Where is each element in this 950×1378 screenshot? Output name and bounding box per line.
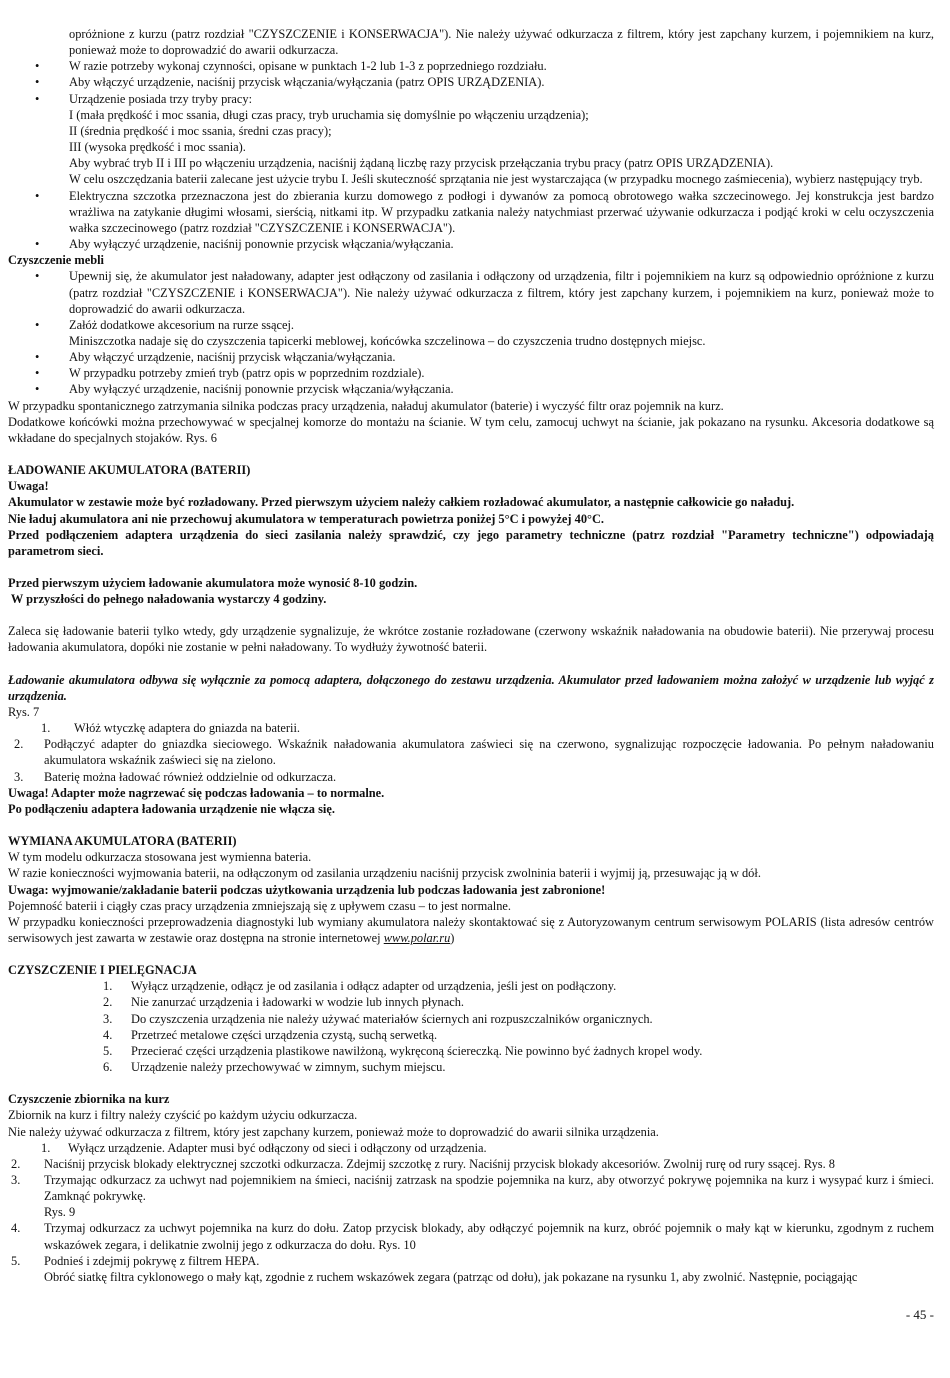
bullet-icon: • [35,188,40,203]
list-item [8,1043,934,1059]
mode-line: Aby wybrać tryb II i III po włączeniu urządzenia, naciśnij żądaną liczbę razy przycisk przełączania trybu pracy (patrz OPIS URZĄDZENIA). [69,156,774,171]
spacer [8,946,934,962]
list-item [8,381,934,397]
list-item-text: Wyłącz urządzenie, odłącz je od zasilania i odłącz adapter od urządzenia, jeśli jest on podłączony. [131,979,617,994]
list-item [8,736,934,768]
list-item-text: Upewnij się, że akumulator jest naładowany, adapter jest odłączony od zasilania i odłączony od urządzenia, filtr i pojemnikiem na kurz są odpowiednio opróżnione z kurzu (patrz rozdział "CZYSZCZENIE i KONSERWACJA"). Nie należy używać odkurzacza z filtrem, który jest zapchany kurzem, i pojemnikiem na kurz, ponieważ może to doprowadzić do awarii odkurzacza. [69,269,934,316]
step-number: 6. [103,1060,113,1075]
warning-text: Nie ładuj akumulatora ani nie przechowuj akumulatora w temperaturach powietrza poniżej 5°C i powyżej 40°C. [8,511,605,526]
bullet-icon: • [35,59,40,74]
list-item-text: Do czyszczenia urządzenia nie należy używać materiałów ściernych ani rozpuszczalników organicznych. [131,1011,653,1026]
page-number: - 45 - [905,1307,934,1322]
list-item [8,1140,934,1156]
mode-line: W celu oszczędzania baterii zalecane jest użycie trybu I. Jeśli skuteczność sprzątania nie jest wystarczająca (w przypadku mocnego zaśmiecenia), wybierz następujący tryb. [69,172,923,187]
list-item [8,236,934,252]
step-number: 3. [103,1011,113,1026]
list-item [8,365,934,381]
list-item [8,978,934,994]
warning-text: Przed podłączeniem adaptera urządzenia do sieci zasilania należy sprawdzić, czy jego parametry techniczne (patrz rozdział "Parametry techniczne") odpowiadają parametrom sieci. [8,527,934,558]
list-item [8,720,934,736]
paragraph-text: ) [450,930,455,945]
list-item [8,1253,934,1285]
list-item [8,74,934,90]
spacer [8,607,934,623]
section-heading: ŁADOWANIE AKUMULATORA (BATERII) [8,463,251,478]
paragraph: opróżnione z kurzu (patrz rozdział "CZYSZCZENIE i KONSERWACJA"). Nie należy używać odkurzacza z filtrem, który jest zapchany kurzem, i pojemnikiem na kurz, ponieważ może to doprowadzić do awarii odkurzacza. [69,27,934,58]
step-number: 2. [14,737,24,752]
list-item-text: Baterię można ładować również oddzielnie od odkurzacza. [44,769,337,784]
mode-line: I (mała prędkość i moc ssania, długi czas pracy, tryb uruchamia się domyślnie po włączeniu urządzenia); [69,107,589,122]
list-item-text: Miniszczotka nadaje się do czyszczenia tapicerki meblowej, końcówka szczelinowa – do czyszczenia trudno dostępnych miejsc. [69,333,706,348]
list-item-text: Aby wyłączyć urządzenie, naciśnij ponownie przycisk włączania/wyłączania. [69,382,454,397]
warning-text: Akumulator w zestawie może być rozładowany. Przed pierwszym użyciem należy całkiem rozładować akumulator, a następnie całkowicie go naładuj. [8,495,795,510]
mode-line: II (średnia prędkość i moc ssania, średni czas pracy); [69,123,332,138]
list-item [8,26,934,58]
figure-reference: Rys. 7 [8,704,40,719]
list-item-text: Urządzenie należy przechowywać w zimnym, suchym miejscu. [131,1060,446,1075]
paragraph: W przypadku spontanicznego zatrzymania silnika podczas pracy urządzenia, naładuj akumulator (baterie) i wyczyść filtr oraz pojemnik na kurz. [8,398,724,413]
list-item-text: Przetrzeć metalowe części urządzenia czystą, suchą serwetką. [131,1027,438,1042]
step-number: 3. [11,1173,21,1187]
list-item-text: Elektryczna szczotka przeznaczona jest do zbierania kurzu domowego z podłogi i dywanów za pomocą obrotowego wałka szczecinowego. Jej konstrukcja jest bardzo wrażliwa na zatykanie długimi włosami, sierścią, nitkami itp. W przypadku zatkania należy natychmiast przerwać używanie odkurzacza i podjąć kroki w celu oczyszczenia wałka szczecinowego (patrz rozdział "CZYSZCZENIE i KONSERWACJA"). [69,188,934,235]
list-item-text: Podłączyć adapter do gniazdka sieciowego. Wskaźnik naładowania akumulatora zaświeci się na czerwono, sygnalizując rozpoczęcie ładowania. Po pełnym naładowaniu akumulatora wskaźnik zaświeci się na zielono. [44,737,934,768]
step-number: 1. [41,721,51,736]
list-item-text: Obróć siatkę filtra cyklonowego o mały kąt, zgodnie z ruchem wskazówek zegara (patrząc od dołu), jak pokazane na rysunku 1, aby zwolnić. Następnie, pociągając [44,1269,858,1284]
bullet-icon: • [35,269,40,284]
list-item [8,1059,934,1075]
step-number: 4. [11,1221,21,1236]
paragraph: Zaleca się ładowanie baterii tylko wtedy, gdy urządzenie sygnalizuje, że wkrótce zostanie rozładowane (czerwony wskaźnik naładowania na obudowie baterii). Nie przerywaj procesu ładowania akumulatora, dopóki nie zostanie w pełni naładowany. To wydłuży żywotność baterii. [8,624,934,655]
warning-text: Po podłączeniu adaptera ładowania urządzenie nie włącza się. [8,801,335,816]
mode-line: III (wysoka prędkość i moc ssania). [69,140,246,155]
spacer [8,656,934,672]
list-item [8,349,934,365]
step-number: 1. [41,1140,51,1155]
list-item-text: Aby włączyć urządzenie, naciśnij przycisk włączania/wyłączania. [69,350,396,365]
figure-reference: Rys. 9 [44,1205,76,1220]
section-heading: WYMIANA AKUMULATORA (BATERII) [8,834,237,849]
document-page [8,26,934,1285]
list-item-text: Naciśnij przycisk blokady elektrycznej szczotki odkurzacza. Zdejmij szczotkę z rury. Naciśnij przycisk blokady akcesoriów. Zwolnij rurę od rury ssącej. Rys. 8 [44,1156,835,1171]
website-link[interactable]: www.polar.ru [383,930,451,945]
spacer [8,1075,934,1091]
list-item [8,1027,934,1043]
warning-text: Uwaga! Adapter może nagrzewać się podczas ładowania – to normalne. [8,785,385,800]
list-item [8,91,934,188]
list-item-text: Aby wyłączyć urządzenie, naciśnij ponownie przycisk włączania/wyłączania. [69,237,454,252]
bullet-icon: • [35,382,40,397]
list-item [8,58,934,74]
paragraph: Pojemność baterii i ciągły czas pracy urządzenia zmniejszają się z upływem czasu – to jest normalne. [8,898,512,913]
list-item [8,1156,934,1172]
list-item-text: Aby włączyć urządzenie, naciśnij przycisk włączania/wyłączania (patrz OPIS URZĄDZENIA). [69,75,545,90]
spacer [8,446,934,462]
list-item-text: Trzymaj odkurzacz za uchwyt pojemnika na kurz do dołu. Zatop przycisk blokady, aby odłączyć pojemnik na kurz, obróć pojemnik o mały kąt w kierunku, zgodnym z ruchem wskazówek zegara, i delikatnie zwolnij jego z odkurzacza do dołu. Rys. 10 [44,1221,934,1252]
warning-label: Uwaga! [8,479,49,494]
list-item-text: W przypadku potrzeby zmień tryb (patrz opis w poprzednim rozdziale). [69,366,425,381]
warning-text: Uwaga: wyjmowanie/zakładanie baterii podczas użytkowania urządzenia lub podczas ładowania jest zabronione! [8,882,606,897]
step-number: 5. [103,1043,113,1058]
section-heading: Czyszczenie mebli [8,253,104,268]
list-item-text: Urządzenie posiada trzy tryby pracy: [69,91,253,106]
bullet-icon: • [35,350,40,365]
list-item [8,1172,934,1220]
list-item-text: Załóż dodatkowe akcesorium na rurze ssącej. [69,317,294,332]
paragraph: Zbiornik na kurz i filtry należy czyścić po każdym użyciu odkurzacza. [8,1108,358,1123]
step-number: 1. [103,979,113,994]
bullet-icon: • [35,75,40,90]
list-item [8,188,934,236]
italic-note: Ładowanie akumulatora odbywa się wyłącznie za pomocą adaptera, dołączonego do zestawu urządzenia. Akumulator przed ładowaniem można założyć w urządzenie lub wyjąć z urządzenia. [8,672,934,703]
list-item-text: Trzymając odkurzacz za uchwyt nad pojemnikiem na śmieci, naciśnij zatrzask na spodzie pojemnika na kurz, aby otworzyć pokrywę pojemnika na kurz i wysypać kurz i śmieci. Zamknąć pokrywkę. [44,1173,934,1204]
step-number: 2. [103,995,113,1010]
list-item [8,1011,934,1027]
step-number: 5. [11,1253,21,1268]
list-item-text: Wyłącz urządzenie. Adapter musi być odłączony od sieci i odłączony od urządzenia. [68,1140,487,1155]
bullet-icon: • [35,366,40,381]
paragraph: W razie konieczności wyjmowania baterii, na odłączonym od zasilania urządzeniu naciśnij przycisk zwolninia baterii i wyjmij ją, przesuwając ją w dół. [8,866,761,881]
list-item-text: Podnieś i zdejmij pokrywę z filtrem HEPA. [44,1253,260,1268]
list-item-text: Włóż wtyczkę adaptera do gniazda na baterii. [74,721,301,736]
section-heading: CZYSZCZENIE I PIELĘGNACJA [8,963,197,978]
paragraph: W tym modelu odkurzacza stosowana jest wymienna bateria. [8,850,312,865]
warning-text: W przyszłości do pełnego naładowania wystarczy 4 godziny. [8,592,327,607]
warning-text: Przed pierwszym użyciem ładowanie akumulatora może wynosić 8-10 godzin. [8,576,418,590]
step-number: 2. [11,1156,21,1171]
list-item [8,994,934,1010]
paragraph: Nie należy używać odkurzacza z filtrem, który jest zapchany kurzem, ponieważ może to doprowadzić do awarii silnika urządzenia. [8,1124,659,1139]
bullet-icon: • [35,317,40,332]
list-item [8,1220,934,1252]
paragraph [8,914,934,946]
bullet-icon: • [35,237,40,252]
step-number: 4. [103,1027,113,1042]
spacer [8,559,934,575]
list-item-text: Nie zanurzać urządzenia i ładowarki w wodzie lub innych płynach. [131,995,465,1010]
paragraph: Dodatkowe końcówki można przechowywać w specjalnej komorze do montażu na ścianie. W tym celu, zamocuj uchwyt na ścianie, jak pokazano na rysunku. Akcesoria dodatkowe są wkładane do specjalnych stojaków. Rys. 6 [8,414,934,445]
step-number: 3. [14,769,24,784]
spacer [8,817,934,833]
list-item [8,769,934,785]
paragraph-text: W przypadku konieczności przeprowadzenia diagnostyki lub wymiany akumulatora należy skontaktować się z Autoryzowanym centrum serwisowym POLARIS (lista adresów centrów serwisowych jest zawarta w zestawie oraz dostępna na stronie internetowej [8,914,934,945]
list-item-text: W razie potrzeby wykonaj czynności, opisane w punktach 1-2 lub 1-3 z poprzedniego rozdziału. [69,59,547,74]
section-heading: Czyszczenie zbiornika na kurz [8,1092,170,1107]
list-item [8,317,934,349]
list-item [8,268,934,316]
bullet-icon: • [35,91,40,106]
list-item-text: Przecierać części urządzenia plastikowe nawilżoną, wykręconą ściereczką. Nie powinno być żadnych kropel wody. [131,1043,703,1058]
